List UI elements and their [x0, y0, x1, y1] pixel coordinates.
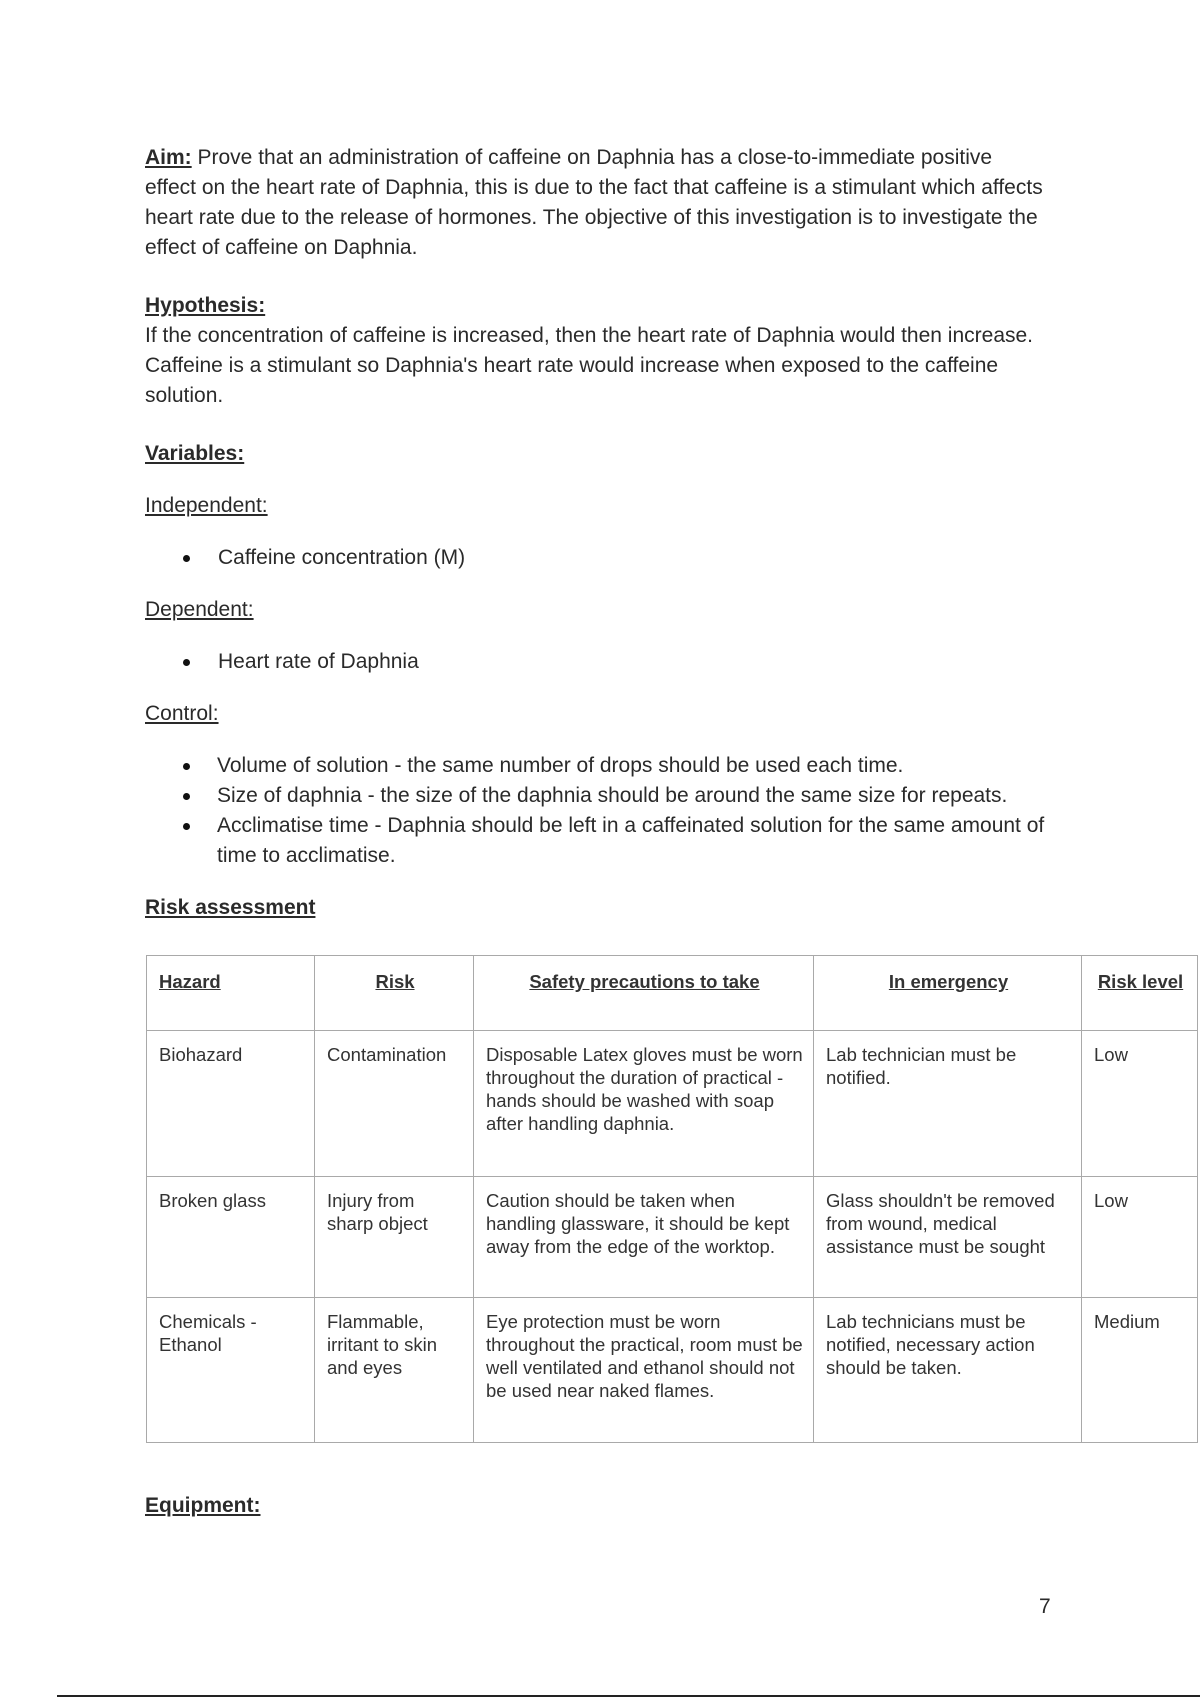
cell-risk-level: Medium	[1082, 1298, 1198, 1443]
header-risk-level: Risk level	[1082, 956, 1198, 1031]
header-risk: Risk	[315, 956, 474, 1031]
cell-risk: Injury from sharp object	[315, 1177, 474, 1298]
table-row	[147, 1177, 1198, 1298]
variables-heading: Variables:	[145, 442, 245, 465]
list-item: Heart rate of Daphnia	[145, 647, 1045, 677]
header-safety-precautions: Safety precautions to take	[474, 956, 814, 1031]
list-item: Volume of solution - the same number of drops should be used each time.	[145, 751, 1045, 781]
list-item: Caffeine concentration (M)	[145, 543, 1045, 573]
table-header-row	[147, 956, 1198, 1031]
bullet-icon	[183, 793, 190, 800]
bullet-icon	[183, 555, 190, 562]
cell-hazard: Broken glass	[147, 1177, 315, 1298]
hypothesis-text: If the concentration of caffeine is increased, then the heart rate of Daphnia would then increase. Caffeine is a stimulant so Daphnia's heart rate would increase when exposed to the caffeine solution.	[145, 324, 1034, 407]
header-hazard: Hazard	[147, 956, 315, 1031]
aim-text: Prove that an administration of caffeine on Daphnia has a close-to-immediate positive effect on the heart rate of Daphnia, this is due to the fact that caffeine is a stimulant which affects heart rate due to the release of hormones. The objective of this investigation is to investigate the effect of caffeine on Daphnia.	[145, 146, 1043, 259]
table-row	[147, 1298, 1198, 1443]
page-number: 7	[1039, 1595, 1051, 1618]
independent-list	[145, 543, 1045, 573]
bullet-icon	[183, 659, 190, 666]
independent-heading: Independent:	[145, 494, 268, 517]
cell-precautions: Caution should be taken when handling glassware, it should be kept away from the edge of the worktop.	[474, 1177, 814, 1298]
header-in-emergency: In emergency	[814, 956, 1082, 1031]
hypothesis-heading: Hypothesis:	[145, 294, 266, 317]
risk-assessment-table	[146, 955, 1198, 1443]
aim-label: Aim:	[145, 146, 192, 169]
cell-risk: Contamination	[315, 1031, 474, 1177]
aim-paragraph	[145, 143, 1045, 263]
cell-risk: Flammable, irritant to skin and eyes	[315, 1298, 474, 1443]
cell-risk-level: Low	[1082, 1031, 1198, 1177]
risk-assessment-heading: Risk assessment	[145, 896, 316, 919]
cell-hazard: Biohazard	[147, 1031, 315, 1177]
table-row	[147, 1031, 1198, 1177]
list-item: Acclimatise time - Daphnia should be left in a caffeinated solution for the same amount of time to acclimatise.	[145, 811, 1045, 871]
cell-emergency: Glass shouldn't be removed from wound, medical assistance must be sought	[814, 1177, 1082, 1298]
cell-emergency: Lab technician must be notified.	[814, 1031, 1082, 1177]
cell-precautions: Eye protection must be worn throughout the practical, room must be well ventilated and ethanol should not be used near naked flames.	[474, 1298, 814, 1443]
cell-hazard: Chemicals - Ethanol	[147, 1298, 315, 1443]
list-item: Size of daphnia - the size of the daphnia should be around the same size for repeats.	[145, 781, 1045, 811]
bottom-divider	[57, 1695, 1200, 1697]
document-body	[145, 143, 1045, 943]
cell-precautions: Disposable Latex gloves must be worn throughout the duration of practical - hands should be washed with soap after handling daphnia.	[474, 1031, 814, 1177]
dependent-heading: Dependent:	[145, 598, 254, 621]
bullet-icon	[183, 763, 190, 770]
dependent-list	[145, 647, 1045, 677]
bullet-icon	[183, 823, 190, 830]
equipment-heading: Equipment:	[145, 1494, 261, 1517]
cell-emergency: Lab technicians must be notified, necessary action should be taken.	[814, 1298, 1082, 1443]
control-list	[145, 751, 1045, 871]
control-heading: Control:	[145, 702, 219, 725]
cell-risk-level: Low	[1082, 1177, 1198, 1298]
